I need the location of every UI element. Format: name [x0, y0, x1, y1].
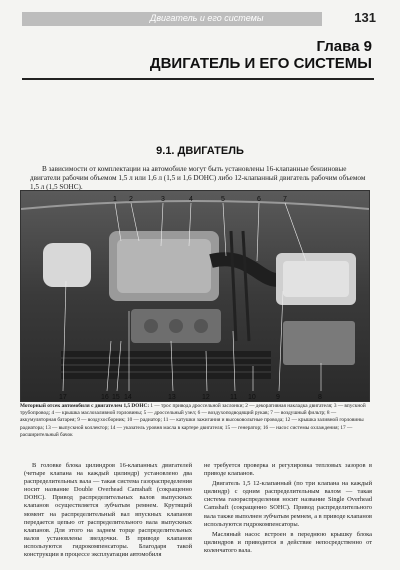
engine-bay-photo — [20, 190, 370, 402]
callout-4: 4 — [189, 196, 193, 203]
figure-caption — [20, 403, 372, 439]
caption-lead: Моторный отсек автомобиля с двигателем 1,5 DOHC: — [20, 403, 150, 409]
chapter-label: Глава 9 — [316, 38, 372, 55]
body-paragraph: не требуется проверка и регулировка тепловых зазоров в приводе клапанов. — [204, 462, 372, 478]
callout-9: 9 — [276, 394, 280, 401]
callout-7: 7 — [283, 196, 287, 203]
callout-10: 10 — [248, 394, 256, 401]
intro-paragraph: В зависимости от комплектации на автомобиле могут быть установлены 16-клапанные бензиновые двигатели рабочим объемом 1,5 л или 1,6 л (1,5 и 1,6 DOHC) либо 12-клапанный двигатель рабочим объемом 1,5 л (1,5 SOHC). — [30, 165, 366, 191]
callout-11: 11 — [230, 394, 238, 401]
page-number: 131 — [354, 10, 376, 25]
callout-12: 12 — [202, 394, 210, 401]
engine-bay-illustration — [21, 191, 369, 401]
callout-13: 13 — [168, 394, 176, 401]
callout-17: 17 — [59, 394, 67, 401]
running-title: Двигатель и его системы — [150, 13, 264, 23]
body-paragraph: Двигатель 1,5 12-клапанный (по три клапана на каждый цилиндр) с одним распределительным валом — такая система газораспределения носит название Single Overhead Camshaft (сокращенно SOHC). Привод распределительного вала также выполнен зубчатым ремнем, а в приводе клапанов используются гидрокомпенсаторы. — [204, 480, 372, 528]
running-header — [0, 10, 400, 28]
callout-15: 15 — [112, 394, 120, 401]
chapter-title: ДВИГАТЕЛЬ И ЕГО СИСТЕМЫ — [149, 55, 372, 72]
section-title: 9.1. ДВИГАТЕЛЬ — [156, 145, 244, 157]
caption-text: 1 — трос привода дроссельной заслонки; 2 — декоративная накладка двигателя; 3 — впускной трубопровод; 4 — крышка маслозаливной горловины; 5 — дроссельный узел; 6 — воздухоподводящий рукав; 7 — воздушный фильтр; 8 — аккумуляторная батарея; 9 — воздухосборник; 10 — радиатор; 11 — катушки зажигания и высоковольтные провода; 12 — крышка заливной горловины радиатора; 13 — выпускной коллектор; 14 — указатель уровня масла в картере двигателя; 15 — генератор; 16 — насос системы охлаждения; 17 — расширительный бачок — [20, 403, 366, 438]
chapter-rule — [22, 78, 374, 80]
callout-14: 14 — [124, 394, 132, 401]
callout-1: 1 — [113, 196, 117, 203]
callout-2: 2 — [129, 196, 133, 203]
callout-3: 3 — [161, 196, 165, 203]
callout-5: 5 — [221, 196, 225, 203]
body-column-left — [24, 462, 192, 561]
body-paragraph: В головке блока цилиндров 16-клапанных двигателей (четыре клапана на каждый цилиндр) установлено два распределительных вала — такая система газораспределения носит название Double Overhead Camshaft (сокращенно DOHC). Привод распределительных валов выпускных клапанов осуществляется зубчатым ремнем. Крутящий момент на распределительный вал впускных клапанов передается цепью от распределительного вала выпускных клапанов. Для этого на заднем торце распределительных валов установлены звездочки. В приводе клапанов используются гидрокомпенсаторы. Благодаря такой конструкции в процессе эксплуатации автомобиля — [24, 462, 192, 559]
callout-16: 16 — [101, 394, 109, 401]
body-column-right — [204, 462, 372, 557]
body-paragraph: Масляный насос встроен в переднюю крышку блока цилиндров и приводится в действие непосредственно от коленчатого вала. — [204, 530, 372, 554]
callout-8: 8 — [318, 394, 322, 401]
callout-6: 6 — [257, 196, 261, 203]
